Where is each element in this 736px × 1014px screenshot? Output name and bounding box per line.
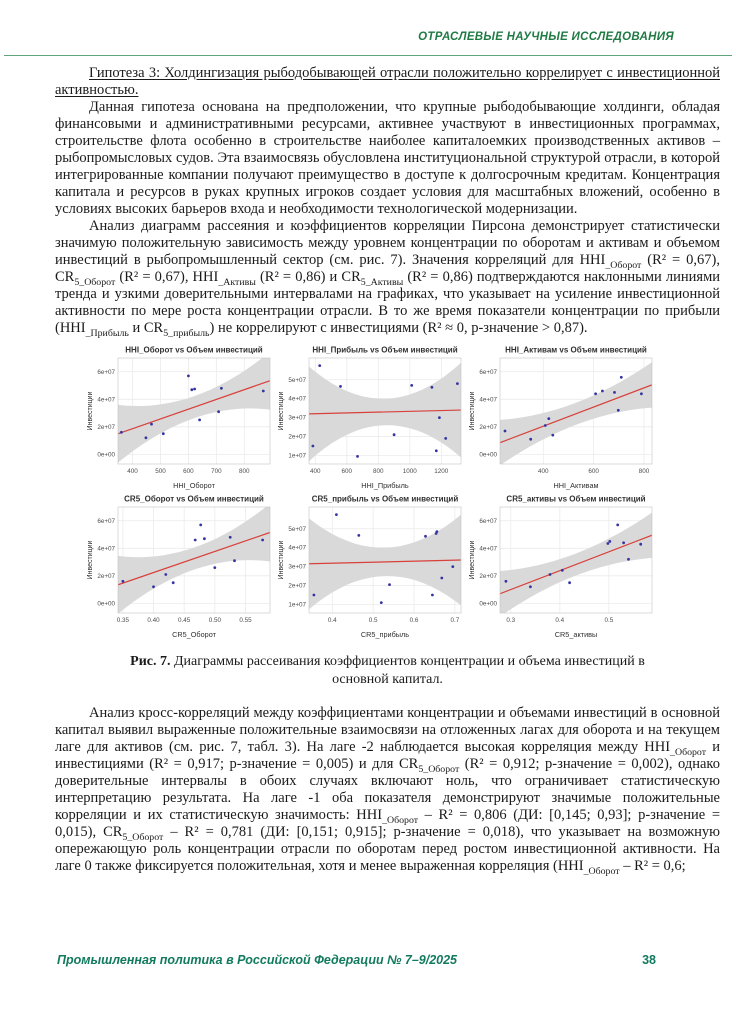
scatter-hhi-aktivam <box>467 344 657 491</box>
svg-text:400: 400 <box>310 468 321 475</box>
svg-text:HHI_Оборот vs Объем инвестиций: HHI_Оборот vs Объем инвестиций <box>125 345 263 355</box>
svg-text:0.4: 0.4 <box>327 617 337 624</box>
svg-text:500: 500 <box>155 468 166 475</box>
svg-text:2e+07: 2e+07 <box>288 433 306 441</box>
svg-text:0.7: 0.7 <box>450 617 460 624</box>
svg-text:0.55: 0.55 <box>239 617 252 624</box>
svg-text:5e+07: 5e+07 <box>288 376 306 384</box>
header-rule <box>4 55 732 56</box>
page-content <box>55 65 720 875</box>
svg-text:0.6: 0.6 <box>409 617 419 624</box>
svg-text:400: 400 <box>127 468 138 475</box>
svg-text:1e+07: 1e+07 <box>288 601 306 609</box>
svg-text:5e+07: 5e+07 <box>288 525 306 533</box>
svg-text:HHI_Активам: HHI_Активам <box>553 481 599 490</box>
svg-text:4e+07: 4e+07 <box>479 396 497 404</box>
svg-text:0e+00: 0e+00 <box>97 451 115 459</box>
page-number: 38 <box>642 953 656 967</box>
paragraph-correlation-analysis: Анализ диаграмм рассеяния и коэффициентов корреляции Пирсона демонстрирует статистически значимую положительную зависимость между уровнем концентрации по оборотам и активам и объемом инвестиций в рыбопромышленный сектор (см. рис. 7). Значения корреляций для $HHI_{\_Оборот}$ (R² = 0,67), $CR_{5\_Оборот}$ (R² = 0,67), $HHI_{\_Активы}$ (R² = 0,86) и $CR_{5\_Активы}$ (R² = 0,86) подтверждаются наклонными линиями тренда и узкими доверительными интервалами на графиках, что указывает на усиление инвестиционной активности по мере роста концентрации отрасли. В то же время показатели концентрации по прибыли ($HHI_{\_Прибыль}$ и $CR_{5\_прибыль}$) не коррелируют с инвестициями (R² ≈ 0, p-значение > 0,87). <box>55 218 721 339</box>
svg-text:0.40: 0.40 <box>147 617 160 624</box>
svg-text:CR5_Оборот vs Объем инвестиций: CR5_Оборот vs Объем инвестиций <box>124 494 264 504</box>
svg-text:CR5_прибыль vs Объем инвестици: CR5_прибыль vs Объем инвестиций <box>311 494 459 504</box>
svg-text:4e+07: 4e+07 <box>288 544 306 552</box>
svg-text:3e+07: 3e+07 <box>288 563 306 571</box>
svg-text:3e+07: 3e+07 <box>288 414 306 422</box>
svg-text:HHI_Активам vs Объем инвестици: HHI_Активам vs Объем инвестиций <box>505 345 647 355</box>
svg-text:2e+07: 2e+07 <box>479 572 497 580</box>
figure-caption-text: Диаграммы рассеивания коэффициентов концентрации и объема инвестиций в основной капитал. <box>170 654 645 687</box>
figure-7-scatter-grid <box>85 344 657 640</box>
scatter-cr5-pribyl <box>276 493 466 640</box>
svg-text:0e+00: 0e+00 <box>479 451 497 459</box>
svg-text:Инвестиции: Инвестиции <box>278 540 285 580</box>
svg-text:600: 600 <box>183 468 194 475</box>
svg-text:Инвестиции: Инвестиции <box>278 391 285 431</box>
svg-text:1000: 1000 <box>402 468 417 475</box>
svg-text:6e+07: 6e+07 <box>479 517 497 525</box>
svg-text:CR5_активы vs Объем инвестиций: CR5_активы vs Объем инвестиций <box>506 494 646 504</box>
svg-text:6e+07: 6e+07 <box>479 368 497 376</box>
svg-text:HHI_Оборот: HHI_Оборот <box>173 481 215 490</box>
figure-caption <box>115 653 660 689</box>
svg-text:600: 600 <box>588 468 599 475</box>
svg-text:0.5: 0.5 <box>604 617 614 624</box>
svg-text:0.35: 0.35 <box>116 617 130 624</box>
svg-text:0.45: 0.45 <box>178 617 191 624</box>
page-header <box>0 0 736 45</box>
svg-text:HHI_Прибыль: HHI_Прибыль <box>361 481 409 490</box>
svg-text:Инвестиции: Инвестиции <box>469 391 476 431</box>
svg-text:4e+07: 4e+07 <box>97 545 115 553</box>
svg-text:CR5_Оборот: CR5_Оборот <box>172 630 216 639</box>
hypothesis-heading: Гипотеза 3: Холдингизация рыбодобывающей отрасли положительно коррелирует с инвестиционной активностью. <box>55 65 720 98</box>
svg-text:1200: 1200 <box>434 468 449 475</box>
svg-text:700: 700 <box>211 468 222 475</box>
section-header-title: ОТРАСЛЕВЫЕ НАУЧНЫЕ ИССЛЕДОВАНИЯ <box>418 31 674 43</box>
svg-text:0e+00: 0e+00 <box>97 600 115 608</box>
scatter-hhi-pribyl <box>276 344 466 491</box>
svg-text:2e+07: 2e+07 <box>479 423 497 431</box>
figure-caption-label: Рис. 7. <box>130 654 171 669</box>
svg-text:6e+07: 6e+07 <box>97 517 115 525</box>
svg-text:800: 800 <box>373 468 384 475</box>
svg-text:0.5: 0.5 <box>368 617 378 624</box>
svg-text:0.3: 0.3 <box>506 617 516 624</box>
svg-text:800: 800 <box>638 468 650 475</box>
svg-text:4e+07: 4e+07 <box>288 395 306 403</box>
svg-text:Инвестиции: Инвестиции <box>87 540 94 580</box>
svg-text:CR5_активы: CR5_активы <box>554 630 598 639</box>
svg-text:6e+07: 6e+07 <box>97 368 115 376</box>
scatter-cr5-aktivy <box>467 493 657 640</box>
scatter-hhi-oborot <box>85 344 275 491</box>
svg-text:400: 400 <box>538 468 549 475</box>
scatter-cr5-oborot <box>85 493 275 640</box>
svg-text:0.50: 0.50 <box>208 617 221 624</box>
svg-text:2e+07: 2e+07 <box>97 572 115 580</box>
svg-text:0.4: 0.4 <box>555 617 565 624</box>
svg-text:600: 600 <box>341 468 353 475</box>
paragraph-hypothesis-rationale: Данная гипотеза основана на предположении, что крупные рыбодобывающие холдинги, обладая финансовыми и административными ресурсами, активнее участвуют в инвестиционных программах, строительстве флота особенно в строительстве наиболее капиталоемких производственных активов – рыбопромысловых судов. Эта взаимосвязь обусловлена институциональной структурой отрасли, в которой интегрированные компании получают преимущество в доступе к долгосрочным кредитам. Концентрация капитала и ресурсов в руках крупных игроков создает условия для масштабных вложений, особенно в условиях высоких барьеров входа и необходимости технологической модернизации. <box>55 99 720 217</box>
svg-text:4e+07: 4e+07 <box>479 545 497 553</box>
svg-text:Инвестиции: Инвестиции <box>469 540 476 580</box>
page-footer <box>57 953 656 967</box>
svg-text:Инвестиции: Инвестиции <box>87 391 94 431</box>
svg-text:CR5_прибыль: CR5_прибыль <box>360 630 410 639</box>
svg-text:2e+07: 2e+07 <box>288 582 306 590</box>
svg-text:2e+07: 2e+07 <box>97 423 115 431</box>
paragraph-cross-correlation: Анализ кросс-корреляций между коэффициентами концентрации и объемами инвестиций в основной капитал выявил выраженные положительные взаимосвязи на отложенных лагах для оборота и на текущем лаге для активов (см. рис. 7, табл. 3). На лаге -2 наблюдается высокая корреляция между $HHI_{\_Оборот}$ и инвестициями (R² = 0,917; p-значение = 0,005) и для $CR_{5\_Оборот}$ (R² = 0,912; p-значение = 0,002), однако доверительные интервалы в обоих случаях включают ноль, что ограничивает статистическую интерпретацию результата. На лаге -1 оба показателя демонстрируют значимые положительные корреляции и их статистическую значимость: $HHI_{\_Оборот} - R^2 = 0,806$ (ДИ: [0,145; 0,93]; p-значение = 0,015), $CR_{5\_Оборот} - R^2 = 0,781$ (ДИ: [0,151; 0,915]; p-значение = 0,018), что указывает на возможную опережающую роль концентрации отрасли по оборотам перед ростом инвестиционной активности. На лаге 0 также фиксируется положительная, хотя и менее выраженная корреляция ($HHI_{\_Оборот} - R^2 = 0,6$; <box>55 705 721 877</box>
footer-journal-title: Промышленная политика в Российской Федерации № 7–9/2025 <box>57 953 458 967</box>
svg-text:1e+07: 1e+07 <box>288 452 306 460</box>
svg-text:4e+07: 4e+07 <box>97 396 115 404</box>
svg-text:0e+00: 0e+00 <box>479 600 497 608</box>
svg-text:800: 800 <box>239 468 250 475</box>
svg-text:HHI_Прибыль vs Объем инвестици: HHI_Прибыль vs Объем инвестиций <box>312 345 458 355</box>
